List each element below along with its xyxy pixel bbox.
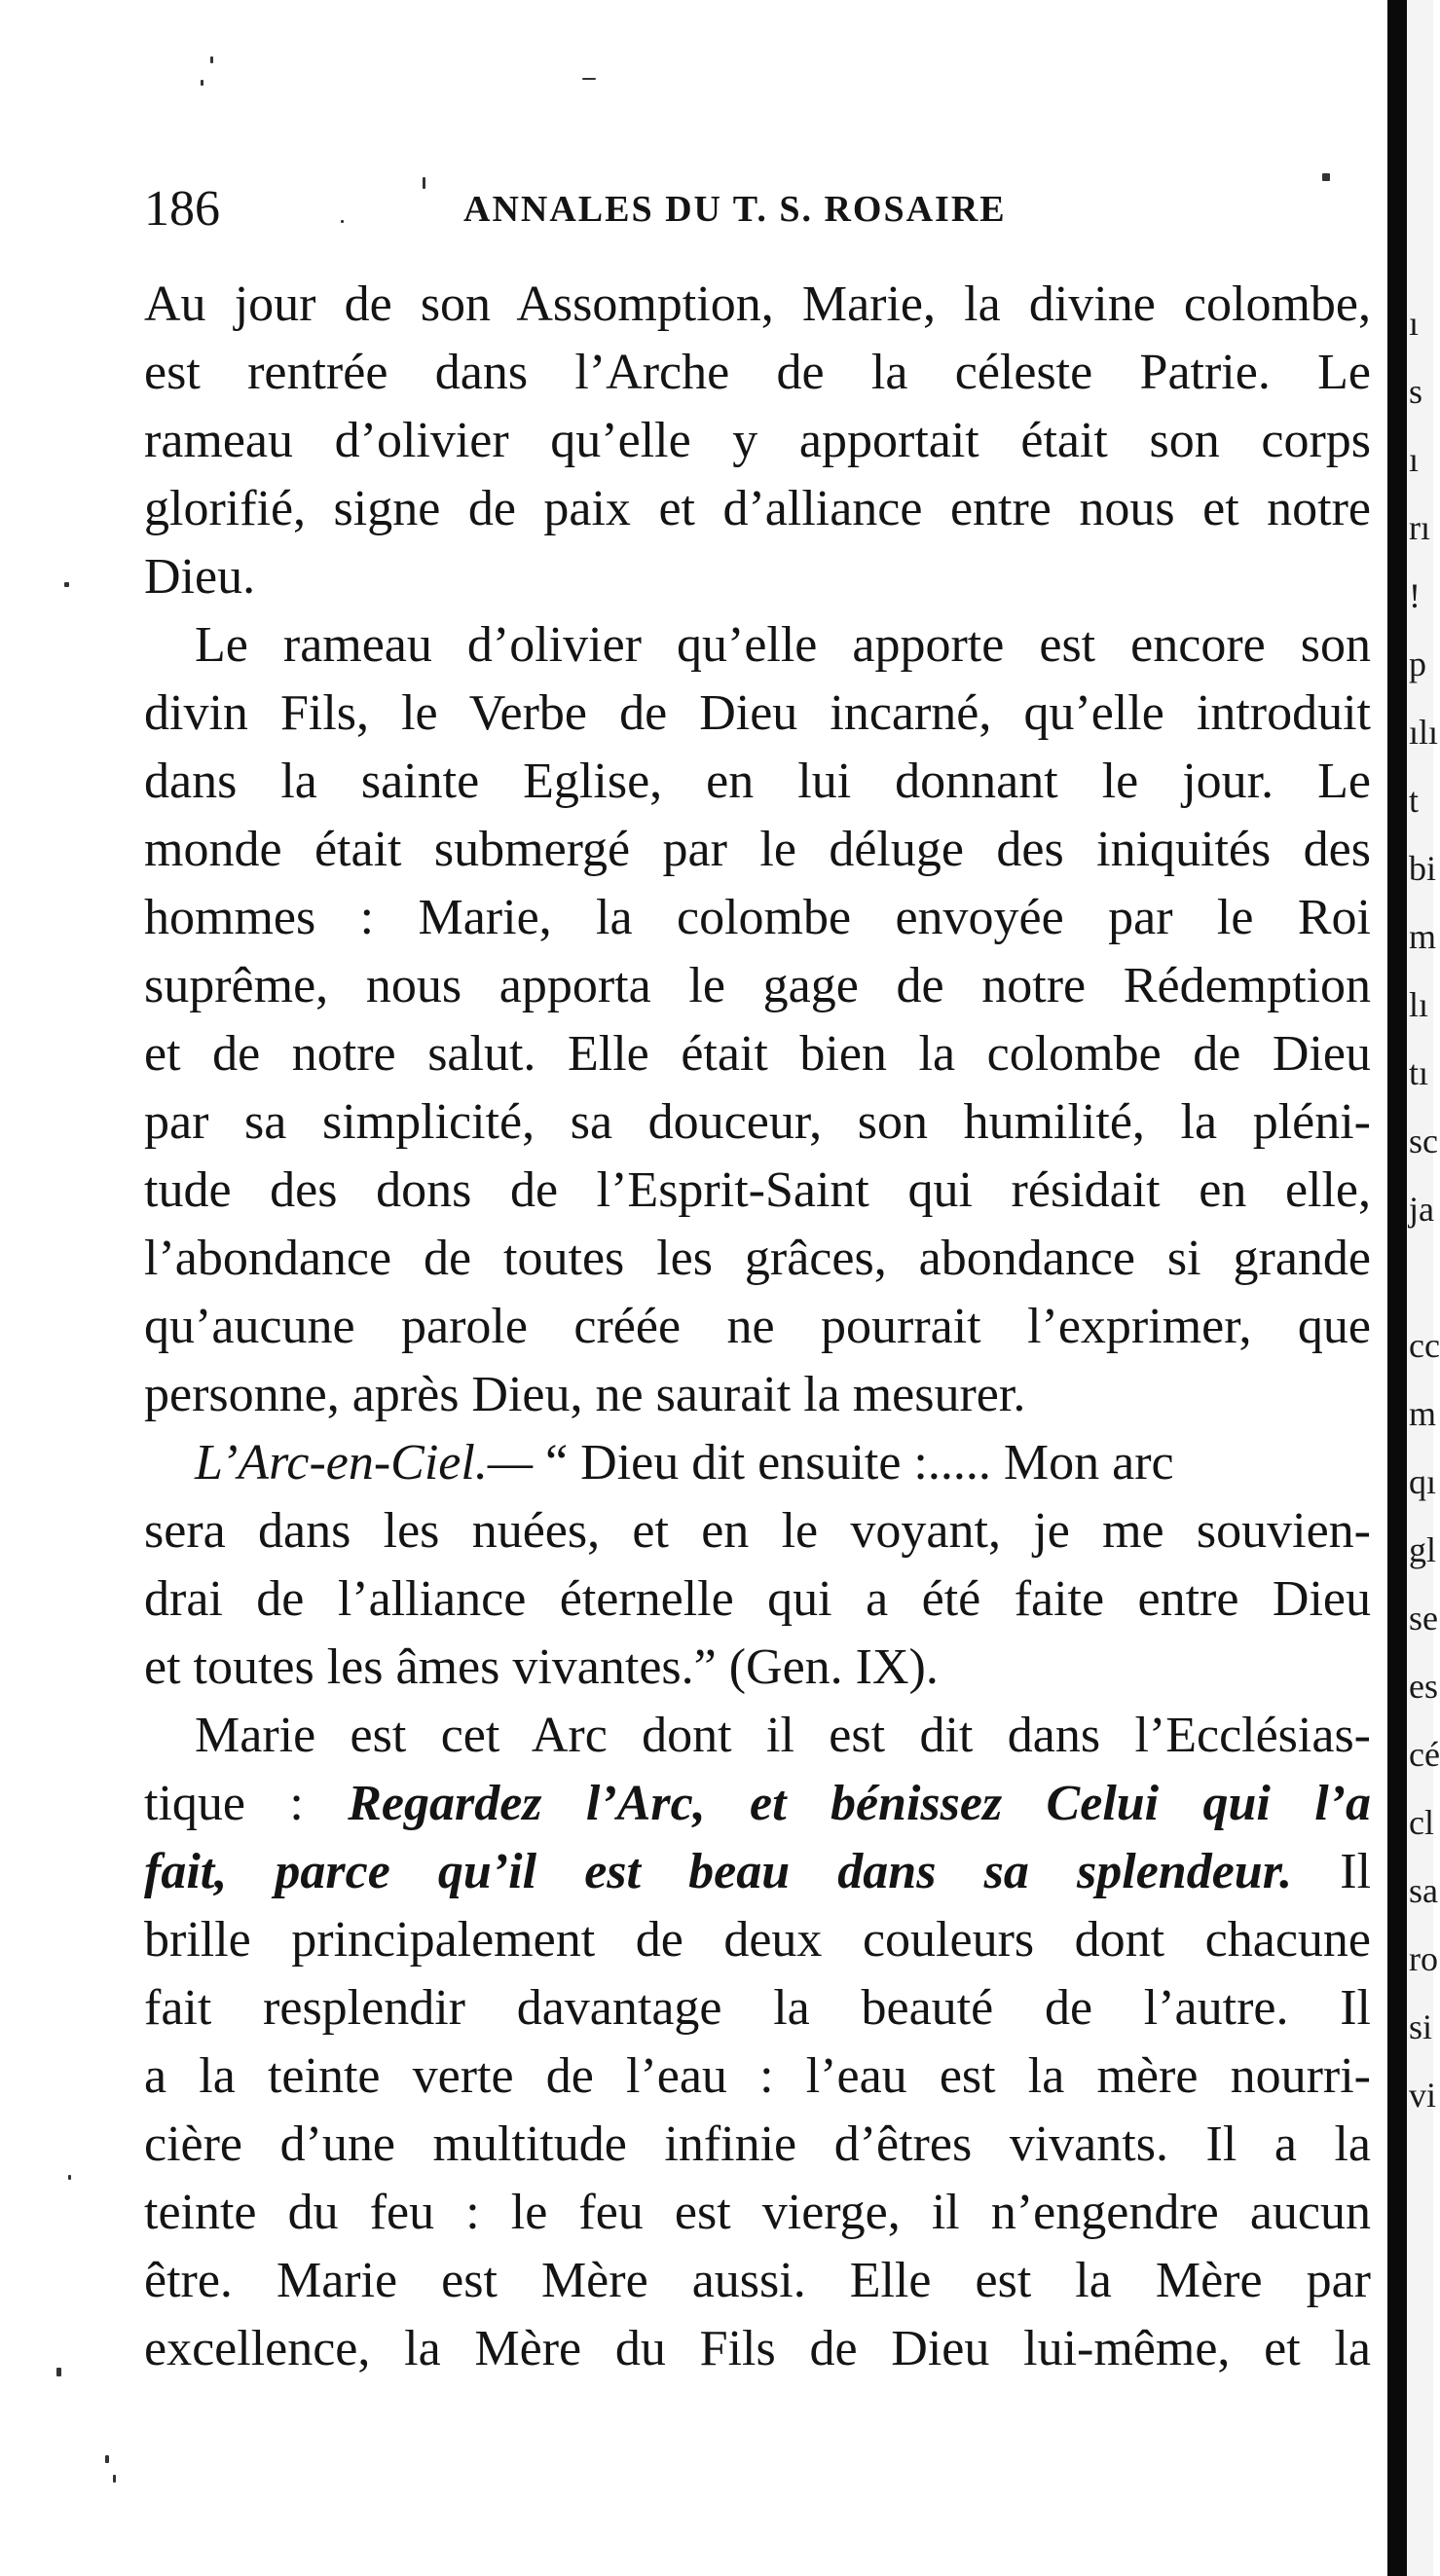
text-line: cière d’une multitude infinie d’êtres vivants. Il a la xyxy=(144,2116,1371,2172)
text-line: et toutes les âmes vivantes.” (Gen. IX). xyxy=(144,1639,939,1695)
text-line: a la teinte verte de l’eau : l’eau est la mère nourri- xyxy=(144,2048,1371,2104)
text-line: Marie est cet Arc dont il est dit dans l’Ecclésias- xyxy=(195,1708,1371,1763)
facing-page-fragment: ja xyxy=(1409,1190,1434,1229)
text-line: rameau d’olivier qu’elle y apportait était son corps xyxy=(144,413,1371,468)
text-line: excellence, la Mère du Fils de Dieu lui-même, et la xyxy=(144,2321,1371,2376)
text-line: est rentrée dans l’Arche de la céleste Patrie. Le xyxy=(144,345,1371,400)
facing-page-fragment: bi xyxy=(1409,849,1437,888)
text-line: par sa simplicité, sa douceur, son humilité, la pléni- xyxy=(144,1094,1371,1150)
facing-page-fragment: ro xyxy=(1409,1939,1438,1978)
text-line xyxy=(144,1770,1371,1838)
text-line: glorifié, signe de paix et d’alliance entre nous et notre xyxy=(144,481,1371,536)
text-run: Il xyxy=(1340,1844,1372,1899)
text-line: sera dans les nuées, et en le voyant, je me souvien- xyxy=(144,1503,1371,1559)
scan-speck xyxy=(210,56,213,63)
facing-page-fragment: cé xyxy=(1409,1735,1440,1774)
text-run: “ Dieu dit ensuite :..... Mon arc xyxy=(545,1435,1174,1490)
text-line: l’abondance de toutes les grâces, abondance si grande xyxy=(144,1231,1371,1286)
facing-page-fragment: lı xyxy=(1409,985,1429,1024)
facing-page-fragment: sa xyxy=(1409,1871,1438,1910)
scan-speck xyxy=(1322,173,1330,181)
scan-speck xyxy=(341,220,344,223)
facing-page-fragment: tı xyxy=(1409,1053,1429,1092)
scan-speck xyxy=(68,2175,71,2180)
text-line xyxy=(144,1429,1371,1497)
text-line: qu’aucune parole créée ne pourrait l’exprimer, que xyxy=(144,1299,1371,1354)
facing-page-fragment: cc xyxy=(1409,1326,1440,1365)
text-line: Le rameau d’olivier qu’elle apporte est encore son xyxy=(195,617,1371,673)
facing-page-fragment: s xyxy=(1409,372,1423,411)
facing-page-fragment: ı xyxy=(1409,304,1420,343)
facing-page-fragment: m xyxy=(1409,1394,1437,1433)
text-line: teinte du feu : le feu est vierge, il n’engendre aucun xyxy=(144,2185,1371,2240)
italic-quotation: Regardez l’Arc, et bénissez Celui qui l’a xyxy=(348,1776,1372,1831)
text-line: divin Fils, le Verbe de Dieu incarné, qu’elle introduit xyxy=(144,685,1371,741)
text-line: personne, après Dieu, ne saurait la mesurer. xyxy=(144,1367,1026,1422)
facing-page-fragment: ı xyxy=(1409,440,1420,479)
scan-speck xyxy=(582,78,596,80)
scan-speck xyxy=(423,177,425,189)
scan-speck xyxy=(105,2455,109,2463)
text-line: Au jour de son Assomption, Marie, la divine colombe, xyxy=(144,276,1371,332)
facing-page-fragment: t xyxy=(1409,781,1420,820)
facing-page-fragment: cl xyxy=(1409,1803,1434,1842)
text-line: suprême, nous apporta le gage de notre Rédemption xyxy=(144,958,1371,1013)
scan-speck xyxy=(64,582,69,587)
text-line: et de notre salut. Elle était bien la colombe de Dieu xyxy=(144,1026,1371,1082)
scan-speck xyxy=(201,80,203,86)
facing-page-fragment: vi xyxy=(1409,2076,1437,2115)
text-run: tique : xyxy=(144,1776,304,1831)
facing-page-fragment: ! xyxy=(1409,576,1421,615)
text-line: Dieu. xyxy=(144,549,256,605)
facing-page-fragment: qı xyxy=(1409,1462,1437,1501)
scan-speck xyxy=(56,2368,61,2376)
text-line: fait resplendir davantage la beauté de l’autre. Il xyxy=(144,1980,1371,2036)
scan-speck xyxy=(113,2475,116,2483)
facing-page-edge xyxy=(1407,0,1440,2576)
facing-page-fragment: p xyxy=(1409,644,1426,683)
text-line: brille principalement de deux couleurs dont chacune xyxy=(144,1912,1371,1968)
binding-gutter xyxy=(1387,0,1407,2576)
facing-page-fragment: rı xyxy=(1409,508,1430,547)
text-line xyxy=(144,1838,1371,1906)
facing-page-fragment: ılı xyxy=(1409,713,1439,752)
facing-page-fragment: se xyxy=(1409,1599,1438,1638)
italic-heading: L’Arc-en-Ciel.— xyxy=(195,1435,534,1490)
running-title: ANNALES DU T. S. ROSAIRE xyxy=(463,189,1007,230)
page-number: 186 xyxy=(144,181,220,237)
italic-quotation: fait, parce qu’il est beau dans sa splendeur. xyxy=(144,1844,1293,1899)
facing-page-fragment: es xyxy=(1409,1667,1438,1706)
facing-page-fragment: sc xyxy=(1409,1122,1438,1160)
text-line: drai de l’alliance éternelle qui a été faite entre Dieu xyxy=(144,1571,1371,1627)
text-line: tude des dons de l’Esprit-Saint qui résidait en elle, xyxy=(144,1162,1371,1218)
text-line: dans la sainte Eglise, en lui donnant le jour. Le xyxy=(144,754,1371,809)
facing-page-fragment: m xyxy=(1409,917,1437,956)
facing-page-fragment: si xyxy=(1409,2007,1433,2046)
body-text xyxy=(144,271,1371,2383)
text-line: hommes : Marie, la colombe envoyée par le Roi xyxy=(144,890,1371,945)
facing-page-fragment: gl xyxy=(1409,1530,1437,1569)
text-line: monde était submergé par le déluge des iniquités des xyxy=(144,822,1371,877)
text-line: être. Marie est Mère aussi. Elle est la Mère par xyxy=(144,2253,1371,2308)
running-head xyxy=(144,175,1371,243)
